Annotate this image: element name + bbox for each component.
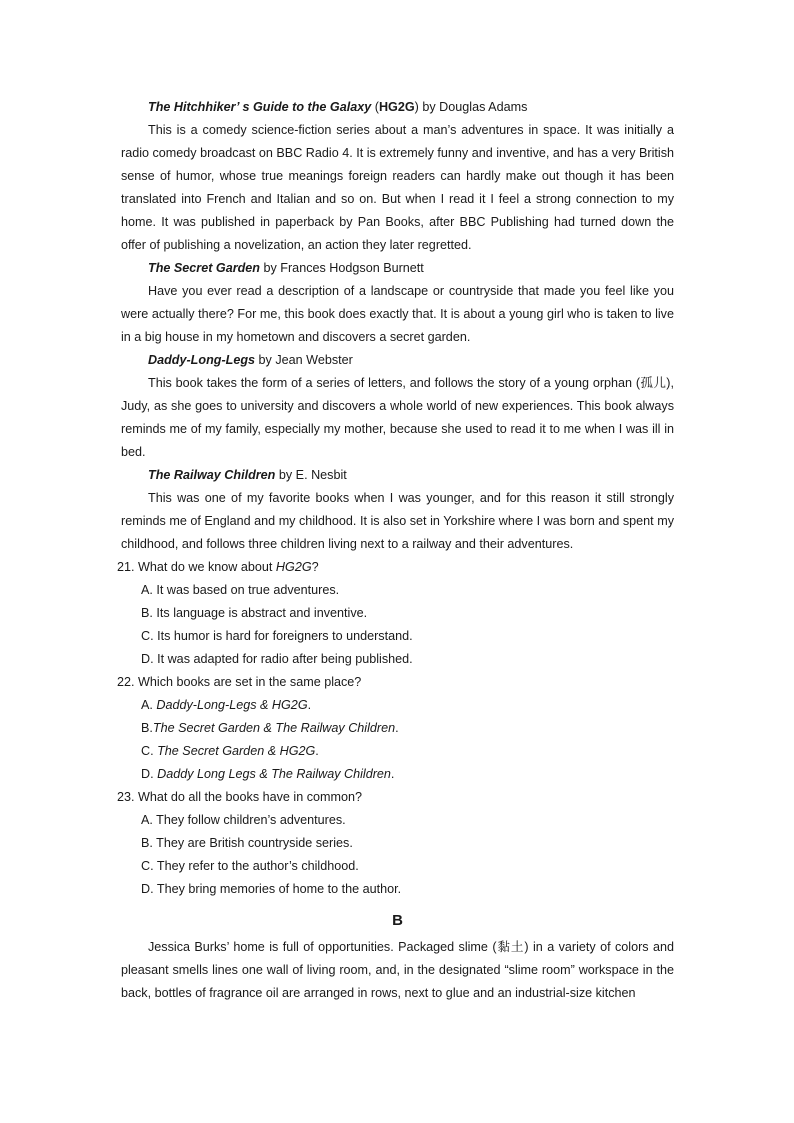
option-b[interactable] bbox=[121, 832, 674, 855]
option-letter: A. bbox=[141, 583, 157, 597]
question-stem: 22. Which books are set in the same place? bbox=[117, 675, 362, 689]
book-description: This book takes the form of a series of letters, and follows the story of a young orphan (孤儿), Judy, as she goes to university and discovers a whole world of new experiences. This book always reminds me of my family, especially my mother, because she used to read it to me when I was ill in bed. bbox=[121, 376, 674, 459]
option-a[interactable] bbox=[121, 579, 674, 602]
option-d[interactable] bbox=[121, 763, 674, 786]
option-text: Daddy-Long-Legs & HG2G bbox=[156, 698, 308, 712]
book-heading-railway-children bbox=[121, 464, 674, 487]
option-text: They follow children’s adventures. bbox=[156, 813, 346, 827]
document-page bbox=[117, 96, 675, 1005]
option-letter: D. bbox=[141, 767, 158, 781]
option-letter: B. bbox=[141, 836, 157, 850]
book-author: by Frances Hodgson Burnett bbox=[260, 261, 424, 275]
option-text: It was based on true adventures. bbox=[156, 583, 340, 597]
option-text: Its humor is hard for foreigners to understand. bbox=[157, 629, 413, 643]
option-a[interactable] bbox=[121, 694, 674, 717]
question-stem-end: ? bbox=[311, 560, 319, 574]
option-letter: C. bbox=[141, 859, 157, 873]
book-author: by Douglas Adams bbox=[418, 100, 528, 114]
book-title: The Hitchhiker’ s Guide to the Galaxy bbox=[148, 100, 372, 114]
book-heading-daddy-long-legs bbox=[121, 349, 674, 372]
option-c[interactable] bbox=[121, 740, 674, 763]
book-author: by E. Nesbit bbox=[275, 468, 347, 482]
question-stem-italic: HG2G bbox=[275, 560, 312, 574]
option-text: They are British countryside series. bbox=[156, 836, 353, 850]
option-letter: B. bbox=[141, 606, 157, 620]
option-letter: A. bbox=[141, 813, 157, 827]
book-heading-hg2g bbox=[121, 96, 674, 119]
option-text: It was adapted for radio after being published. bbox=[157, 652, 413, 666]
option-letter: A. bbox=[141, 698, 157, 712]
option-a[interactable] bbox=[121, 809, 674, 832]
book-title: The Secret Garden bbox=[148, 261, 260, 275]
book-abbr: HG2G bbox=[378, 100, 415, 114]
option-text: The Secret Garden & The Railway Children bbox=[152, 721, 396, 735]
question-stem: 21. What do we know about bbox=[117, 560, 276, 574]
option-text: The Secret Garden & HG2G bbox=[157, 744, 316, 758]
book-description: This is a comedy science-fiction series about a man’s adventures in space. It was initially a radio comedy broadcast on BBC Radio 4. It is extremely funny and inventive, and has a very British sense of humor, whose true meanings foreign readers can hardly make out though it has been translated into French and Italian and so on. But when I read it I feel a strong connection to my home. It was published in paperback by Pan Books, after BBC Publishing had turned down the offer of publishing a novelization, an action they later regretted. bbox=[121, 123, 675, 252]
option-letter: B. bbox=[141, 721, 153, 735]
option-period: . bbox=[390, 767, 395, 781]
option-text: They bring memories of home to the author. bbox=[156, 882, 402, 896]
option-period: . bbox=[307, 698, 312, 712]
book-title: The Railway Children bbox=[148, 468, 276, 482]
question-21 bbox=[117, 556, 674, 579]
option-d[interactable] bbox=[121, 878, 674, 901]
option-letter: D. bbox=[141, 882, 157, 896]
book-author: by Jean Webster bbox=[255, 353, 353, 367]
section-b-paragraph: Jessica Burks’ home is full of opportunities. Packaged slime (黏土) in a variety of colors and pleasant smells lines one wall of living room, and, in the designated “slime room” workspace in the back, bottles of fragrance oil are arranged in rows, next to glue and an industrial-size kitchen bbox=[121, 940, 674, 1000]
question-23 bbox=[117, 786, 674, 809]
option-b[interactable] bbox=[121, 602, 674, 625]
option-letter: D. bbox=[141, 652, 158, 666]
option-letter: C. bbox=[141, 629, 158, 643]
option-period: . bbox=[315, 744, 319, 758]
option-d[interactable] bbox=[121, 648, 674, 671]
question-stem: 23. What do all the books have in common? bbox=[117, 790, 363, 804]
option-text: They refer to the author’s childhood. bbox=[156, 859, 359, 873]
option-period: . bbox=[395, 721, 399, 735]
book-title: Daddy-Long-Legs bbox=[148, 353, 256, 367]
option-letter: C. bbox=[141, 744, 158, 758]
option-text: Daddy Long Legs & The Railway Children bbox=[157, 767, 391, 781]
book-description: Have you ever read a description of a landscape or countryside that made you feel like you were actually there? For me, this book does exactly that. It is about a young girl who is taken to live in a big house in my hometown and discovers a secret garden. bbox=[121, 284, 674, 344]
book-description: This was one of my favorite books when I was younger, and for this reason it still strongly reminds me of England and my childhood. It is also set in Yorkshire where I was born and spent my childhood, and follows three children living next to a railway and their adventures. bbox=[121, 491, 674, 551]
option-b[interactable] bbox=[121, 717, 674, 740]
option-c[interactable] bbox=[121, 625, 674, 648]
book-heading-secret-garden bbox=[121, 257, 674, 280]
option-text: Its language is abstract and inventive. bbox=[156, 606, 368, 620]
section-heading: B bbox=[392, 912, 403, 929]
abbr-open: ( bbox=[371, 100, 379, 114]
abbr-close: ) bbox=[414, 100, 419, 114]
option-c[interactable] bbox=[121, 855, 674, 878]
question-22 bbox=[117, 671, 674, 694]
